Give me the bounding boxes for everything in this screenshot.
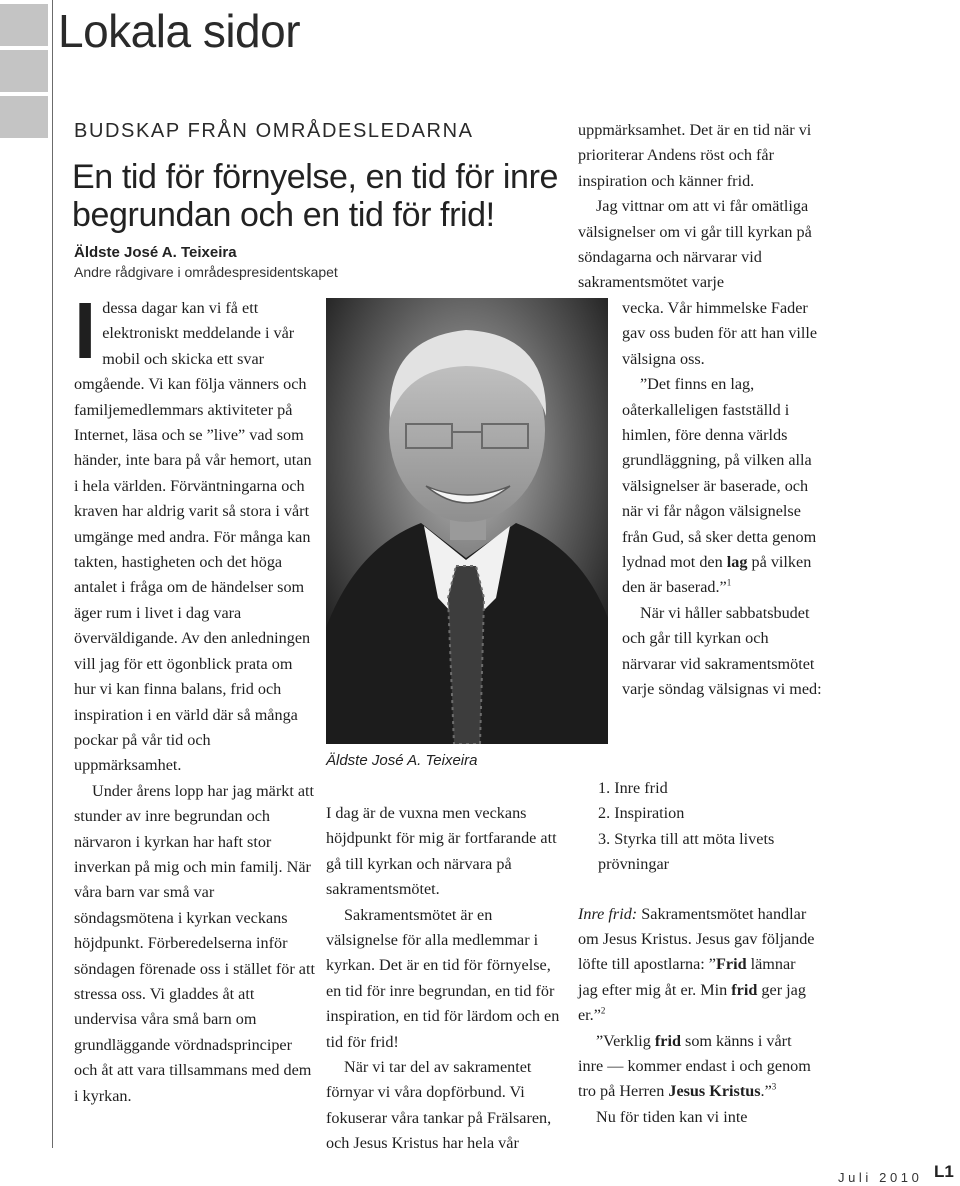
- photo-caption: Äldste José A. Teixeira: [326, 752, 478, 769]
- footnote-ref: 2: [600, 1005, 606, 1016]
- footnote-ref: 1: [726, 578, 732, 589]
- drop-cap: I: [74, 286, 97, 375]
- paragraph: Nu för tiden kan vi inte: [596, 1107, 748, 1126]
- paragraph: [74, 286, 318, 779]
- paragraph: Inre frid: Sakramentsmötet handlar om Jesus Kristus. Jesus gav följande löfte till apostlarna: ”Frid lämnar jag efter mig åt er. Min frid ger jag er.”$^2$: [578, 904, 815, 1025]
- author-role: Andre rådgivare i områdespresidentskapet: [74, 264, 338, 280]
- paragraph: uppmärksamhet. Det är en tid när vi prioriterar Andens röst och får inspiration och känner frid.: [578, 121, 812, 190]
- article-column-3-wrap: [622, 296, 822, 703]
- paragraph: När vi håller sabbatsbudet och går till kyrkan och närvarar vid sakramentsmötet varje söndag välsignas vi med:: [622, 603, 822, 699]
- paragraph: När vi tar del av sakramentet förnyar vi våra dopförbund. Vi fokuserar våra tankar på Frälsaren, och Jesus Kristus har hela vår: [326, 1058, 552, 1153]
- paragraph: I dag är de vuxna men veckans höjdpunkt för mig är fortfarande att gå till kyrkan och närvara på sakramentsmötet.: [326, 804, 557, 899]
- paragraph: ”Verklig frid som känns i vårt inre — kommer endast i och genom tro på Herren Jesus Kristus.”$^3$: [578, 1031, 811, 1101]
- margin-rule: [52, 0, 53, 1148]
- paragraph: Under årens lopp har jag märkt att stunder av inre begrundan och närvaron i kyrkan har haft stor inverkan på mig och min familj. När våra barn var små var söndagsmötena i kyrkan veckans höjdpunkt. Förberedelserna inför söndagen förenade oss i stället för att stressa oss. Vi gladdes åt att undervisa våra små barn om grundläggande vördnadsprinciper och åt att vara tillsammans med dem i kyrkan.: [74, 781, 315, 1105]
- paragraph-text: dessa dagar kan vi få ett elektroniskt meddelande i vår mobil och skicka ett svar omgående. Vi kan följa vänners och familjemedlemmars aktiviteter på Internet, läsa och se ”live” vad som händer, inte bara på vår hemort, utan i hela världen. Förväntningarna och kraven har aldrig varit så stora i vårt umgänge med andra. För många kan takten, hastigheten och det höga antalet i fråga om de händelser som äger rum i livet i dag vara överväldigande. Av den anledningen vill jag för ett ögonblick prata om hur vi kan finna balans, frid och inspiration i en värld där så många pockar på vår tid och uppmärksamhet.: [74, 299, 312, 775]
- footer-date: Juli 2010: [838, 1170, 923, 1185]
- article-column-2: [326, 801, 566, 1157]
- decor-square-3: [0, 96, 48, 138]
- list-item: 3. Styrka till att möta livets prövningar: [598, 829, 775, 874]
- article-column-1: [74, 286, 318, 1109]
- spacer: [578, 878, 818, 902]
- paragraph: Jag vittnar om att vi får omätliga välsignelser om vi går till kyrkan på söndagarna och närvarar vid sakramentsmötet varje: [578, 197, 812, 292]
- article-kicker: BUDSKAP FRÅN OMRÅDESLEDARNA: [74, 120, 474, 142]
- emphasis: lag: [726, 553, 748, 572]
- article-title: En tid för förnyelse, en tid för inre begrundan och en tid för frid!: [72, 158, 559, 234]
- quote-paragraph: ”Det finns en lag, oåterkalleligen fastställd i himlen, före denna världs grundläggning, på vilken alla välsignelser är baserade, och när vi får någon välsignelse från Gud, så sker detta genom lydnad mot den lag på vilken den är baserad.”$^1$: [622, 375, 817, 597]
- paragraph: Sakramentsmötet är en välsignelse för alla medlemmar i kyrkan. Det är en tid för förnyelse, en tid för inre begrundan, en tid för inspiration, en tid för lärdom och en tid för frid!: [326, 905, 560, 1051]
- decor-square-1: [0, 4, 48, 46]
- section-title: Lokala sidor: [58, 5, 301, 57]
- article-column-3-top: [578, 118, 818, 296]
- footnote-ref: 3: [771, 1082, 777, 1093]
- article-column-3-bottom: [578, 776, 818, 1130]
- list-item: 1. Inre frid: [598, 779, 668, 797]
- author-name: Äldste José A. Teixeira: [74, 244, 237, 261]
- decor-square-2: [0, 50, 48, 92]
- portrait-photo: [326, 298, 608, 744]
- list-item: 2. Inspiration: [598, 804, 685, 823]
- page-number: L1: [934, 1162, 954, 1181]
- paragraph: vecka. Vår himmelske Fader gav oss buden för att han ville välsigna oss.: [622, 299, 818, 368]
